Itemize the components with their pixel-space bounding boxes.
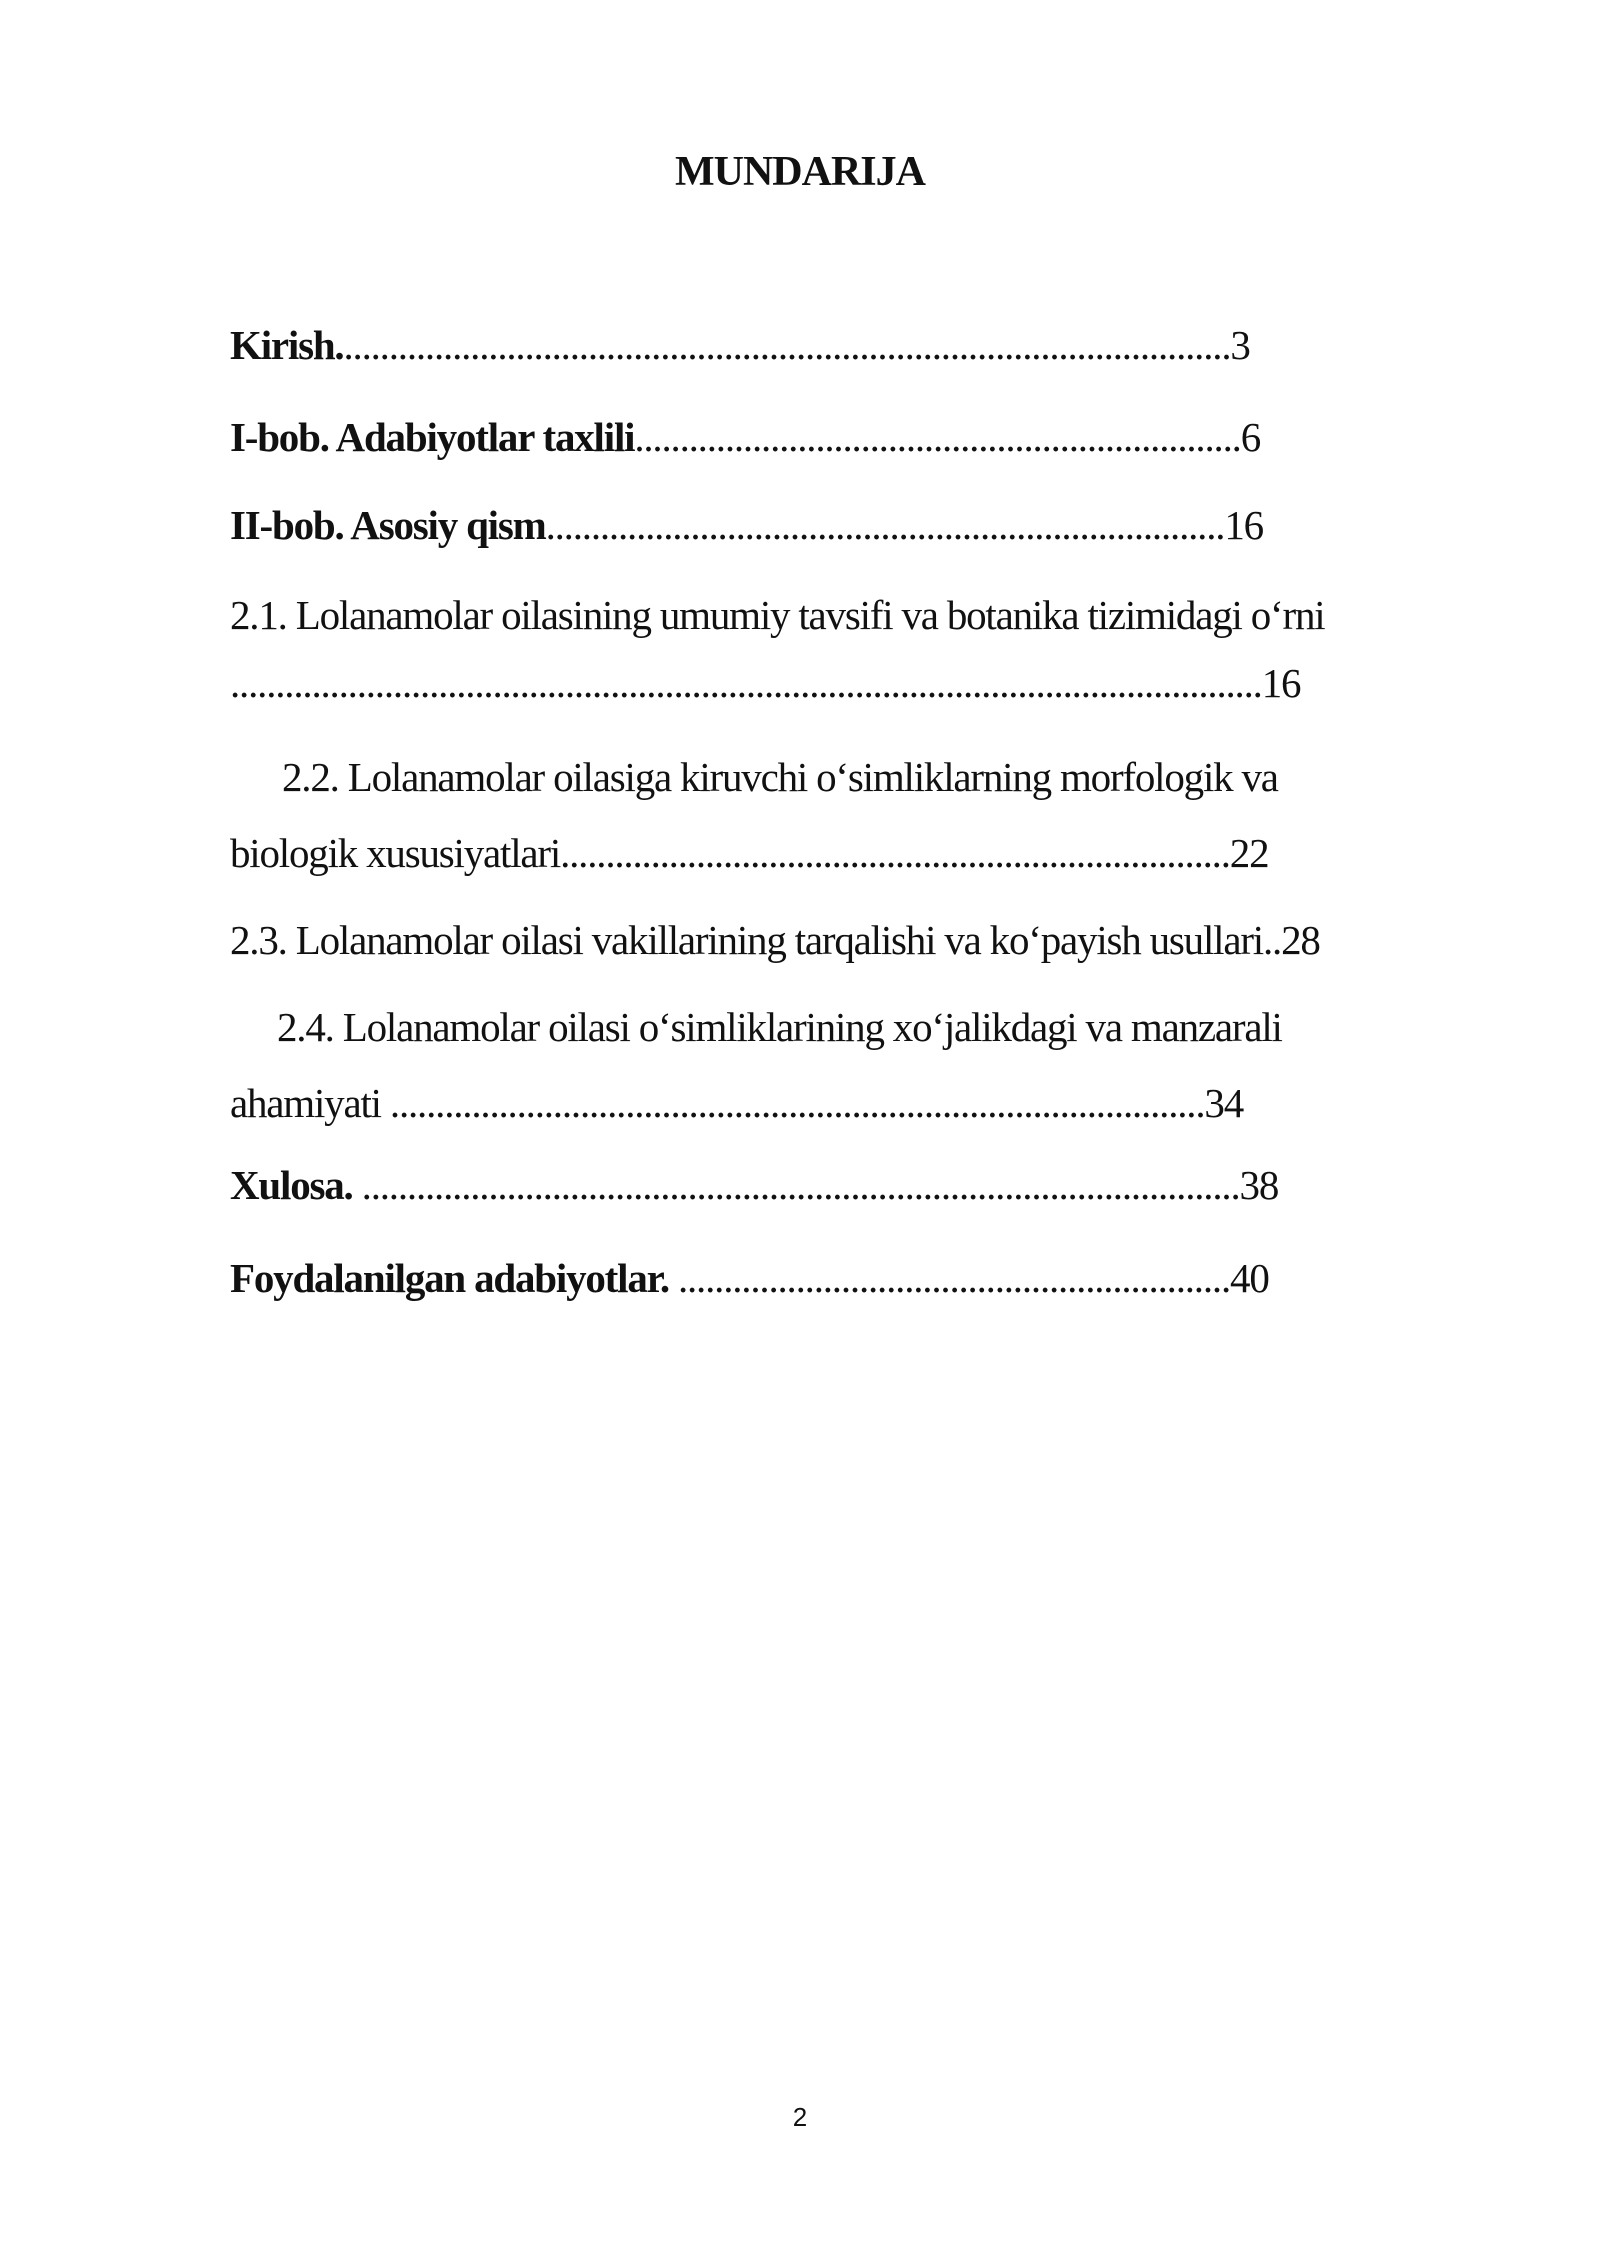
- toc-entry-2-3: [230, 915, 1320, 965]
- toc-entry-chapter-1: [230, 412, 1260, 462]
- toc-page-number: 34: [1204, 1080, 1244, 1126]
- toc-title: MUNDARIJA: [675, 149, 925, 195]
- toc-entry-label: biologik xususiyatlari: [230, 830, 561, 876]
- toc-entry-label: Foydalanilgan adabiyotlar.: [230, 1255, 669, 1301]
- toc-leader-dots: ..................................................................................................: [343, 322, 1231, 368]
- toc-page-number: 40: [1230, 1255, 1269, 1301]
- toc-leader-dots: ..........................................................................: [560, 830, 1230, 876]
- toc-page-number: 16: [1224, 502, 1263, 548]
- toc-leader-dots: ..: [1263, 917, 1282, 963]
- toc-leader-dots: ...........................................................................: [545, 502, 1225, 548]
- toc-entry-label: 2.3. Lolanamolar oilasi vakillarining tarqalishi va ko‘payish usullari: [230, 917, 1263, 963]
- toc-entry-introduction: [230, 320, 1250, 370]
- toc-entry-2-1-label: 2.1. Lolanamolar oilasining umumiy tavsifi va botanika tizimidagi o‘rni: [230, 592, 1325, 638]
- toc-leader-dots: ..................................................................................................................: [230, 660, 1262, 706]
- toc-entry-2-1: [230, 658, 1300, 708]
- toc-entry-conclusion: [230, 1160, 1278, 1210]
- toc-page-number: 6: [1240, 414, 1260, 460]
- toc-entry-2-4: [230, 1078, 1243, 1128]
- toc-page-number: 28: [1281, 917, 1320, 963]
- toc-page-number: 22: [1229, 830, 1269, 876]
- toc-entry-2-2: [230, 828, 1268, 878]
- toc-entry-2-4-label: 2.4. Lolanamolar oilasi o‘simliklarining xo‘jalikdagi va manzarali: [277, 1004, 1282, 1050]
- toc-page-number: 16: [1261, 660, 1301, 706]
- toc-entry-references: [230, 1253, 1269, 1303]
- toc-entry-label: Kirish.: [230, 322, 344, 368]
- toc-entry-chapter-2: [230, 500, 1263, 550]
- toc-leader-dots: ...................................................................: [634, 414, 1241, 460]
- toc-entry-2-2-label: 2.2. Lolanamolar oilasiga kiruvchi o‘simliklarning morfologik va: [282, 754, 1278, 800]
- toc-entry-label: Xulosa.: [230, 1162, 353, 1208]
- toc-entry-label: II-bob. Asosiy qism: [230, 502, 546, 548]
- toc-leader-dots: .................................................................................................: [352, 1162, 1240, 1208]
- toc-entry-label: I-bob. Adabiyotlar taxlili: [230, 414, 635, 460]
- toc-entry-label: ahamiyati: [230, 1080, 381, 1126]
- toc-page-number: 3: [1230, 322, 1250, 368]
- page-number: 2: [792, 2102, 808, 2132]
- toc-leader-dots: ..........................................................................................: [380, 1080, 1205, 1126]
- toc-leader-dots: .............................................................: [668, 1255, 1231, 1301]
- toc-page-number: 38: [1239, 1162, 1279, 1208]
